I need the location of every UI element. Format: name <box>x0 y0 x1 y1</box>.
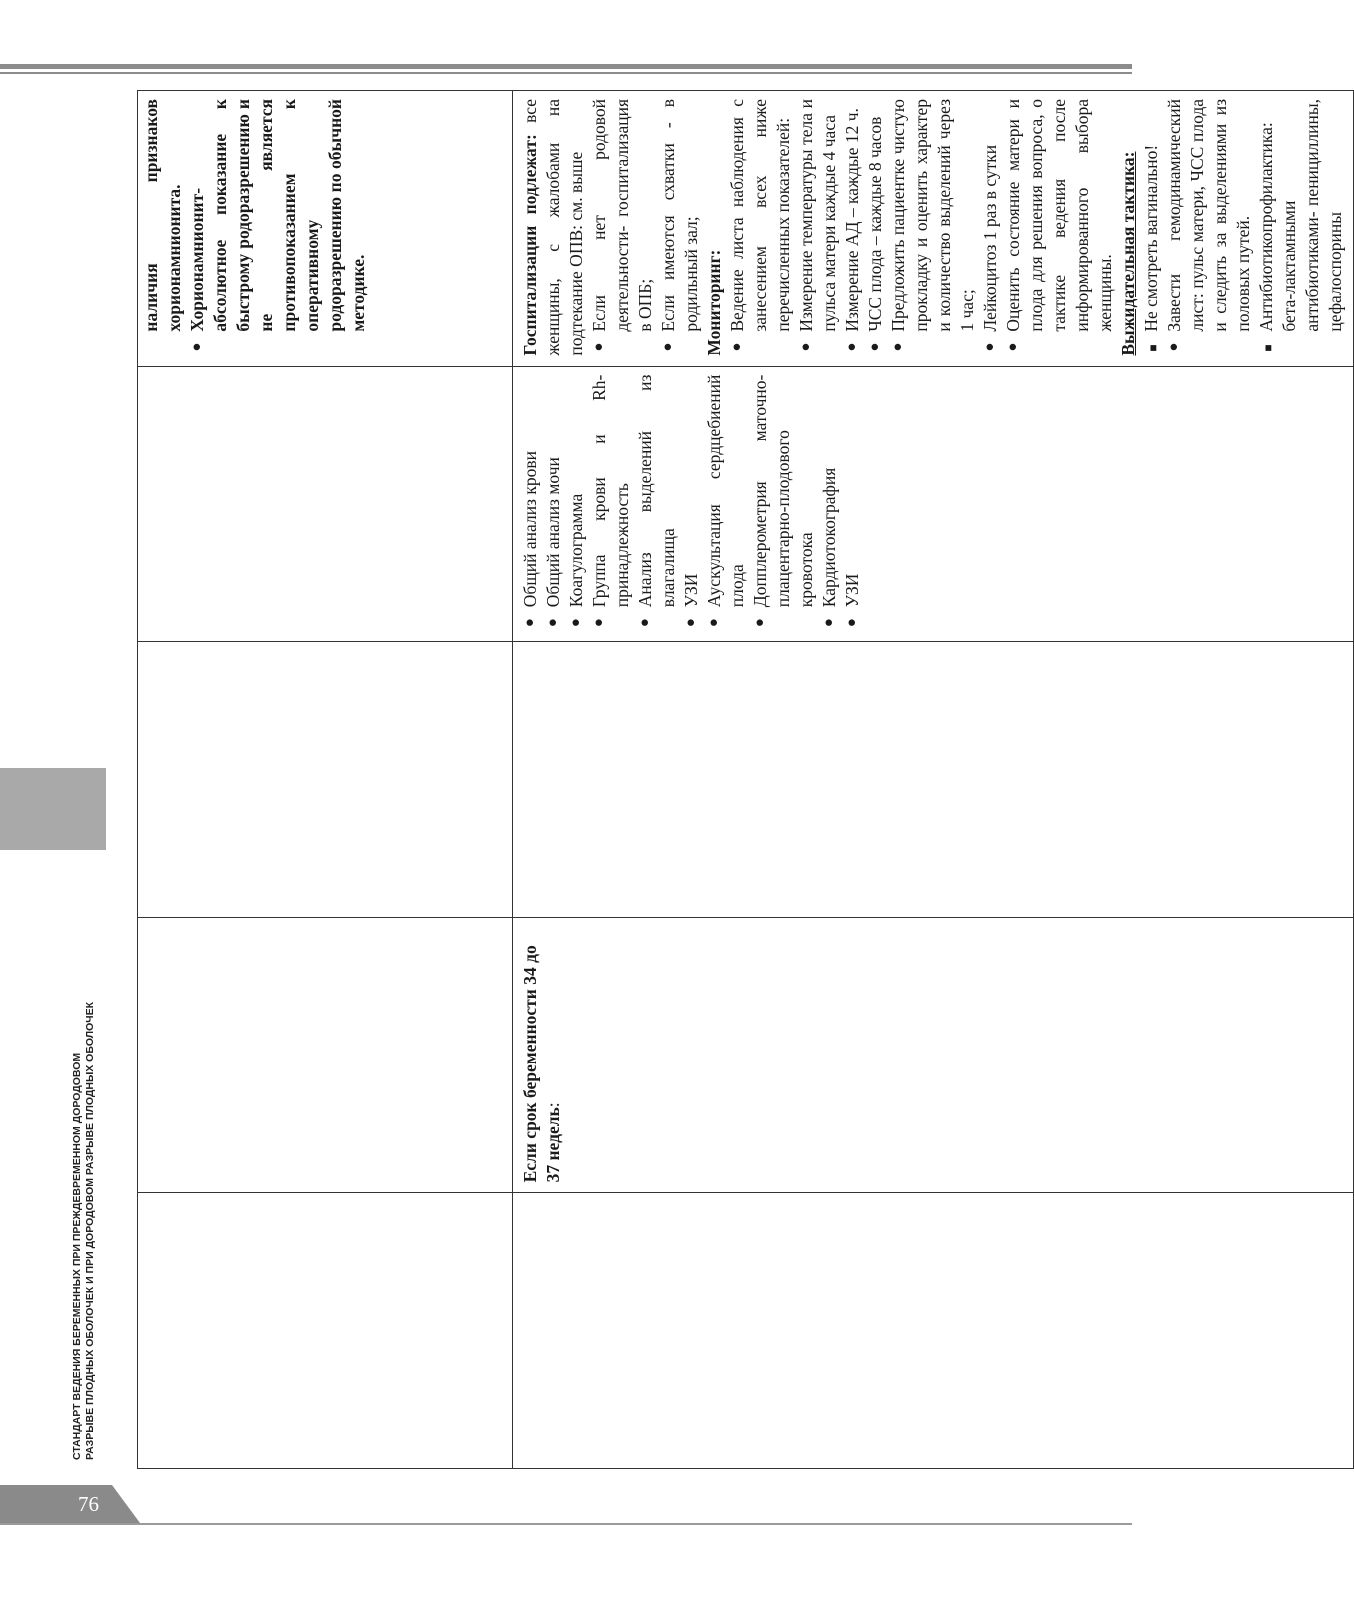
page-number-tab <box>0 1485 140 1523</box>
list-item-text: Предложить пациентке чистую прокладку и оценить характер и количество выделений через 1 час; <box>888 99 977 332</box>
page-number: 76 <box>78 1492 99 1516</box>
row2-col1 <box>513 1193 1354 1469</box>
row1-col1 <box>138 1193 513 1469</box>
list-item <box>1163 99 1255 356</box>
condition-text: Если срок беременности 34 до 37 недель <box>520 945 563 1183</box>
table-row-2 <box>513 91 1354 1469</box>
list-item-text: Если имеются схватки - в родильный зал; <box>658 99 701 332</box>
list-item <box>749 375 818 632</box>
list-item-text: УЗИ <box>681 573 701 608</box>
list-item <box>634 375 680 632</box>
list-item-text: Измерение АД – каждые 12 ч. <box>842 108 862 332</box>
row2-col3 <box>513 642 1354 918</box>
bullet-icon: ● <box>821 618 837 628</box>
protocol-table <box>137 90 1354 1469</box>
list-item <box>841 99 864 356</box>
list-item <box>588 99 657 356</box>
rotated-table-wrapper <box>137 90 1345 1469</box>
list-item-text: Измерение температуры тела и пульса матери каждые 4 часа <box>796 99 839 332</box>
list-item <box>1002 99 1117 356</box>
list-item-text: Группа крови и Rh-принадлежность <box>589 374 632 608</box>
list-item <box>186 99 370 356</box>
list-item <box>1255 99 1347 356</box>
bullet-icon: ● <box>591 342 607 352</box>
list-item <box>657 99 703 356</box>
list-item-text: Анализ выделений из влагалища <box>635 374 678 608</box>
monitoring-title: Мониторинг: <box>704 249 724 356</box>
bullet-icon: ● <box>706 618 722 628</box>
top-rule-thin <box>0 72 1132 74</box>
bullet-icon: ● <box>189 342 205 352</box>
list-item <box>818 375 841 632</box>
row2-col2 <box>513 917 1354 1193</box>
list-item <box>703 375 749 632</box>
list-item <box>726 99 795 356</box>
list-item-text: Антибиотикопрофилактика: бета-лактамными антибиотиками- пенициллины, цефалоспорины <box>1256 99 1345 332</box>
row1-col2 <box>138 917 513 1193</box>
list-item <box>565 375 588 632</box>
bullet-icon: ● <box>890 342 906 352</box>
monitoring-list <box>726 99 1117 356</box>
bullet-icon: ● <box>1166 342 1182 352</box>
list-item <box>979 99 1002 356</box>
bullet-icon: ● <box>844 342 860 352</box>
bullet-icon: ● <box>637 618 653 628</box>
list-item-text: Аускультация сердцебиений плода <box>704 374 747 608</box>
list-item-text: Кардиотокография <box>819 467 839 608</box>
condition-tail: : <box>543 1102 563 1108</box>
chorio-item: Хорионамнионит- абсолютное показание к быстрому родоразрешению и не является противопоказанием к оперативному родоразрешению по обычной методике. <box>187 99 368 332</box>
bullet-icon: ● <box>545 618 561 628</box>
actions-cell <box>513 91 1353 366</box>
row1-col5 <box>138 91 513 367</box>
list-item-text: Не смотреть вагинально! <box>1141 144 1161 332</box>
list-item-text: УЗИ <box>842 573 862 608</box>
tactics-list <box>1140 99 1347 356</box>
list-item-text: Допплерометрия маточно-плацентарно-плодового кровотока <box>750 374 816 608</box>
chorio-line: наличия признаков хорионамнионита. <box>141 99 184 332</box>
bullet-icon: ● <box>729 342 745 352</box>
list-item <box>887 99 979 356</box>
bottom-rule <box>0 1523 1132 1525</box>
square-bullet-icon: ■ <box>1261 344 1275 352</box>
bullet-icon: ● <box>867 342 883 352</box>
bullet-icon: ● <box>568 618 584 628</box>
list-item <box>588 375 634 632</box>
row2-col4 <box>513 366 1354 642</box>
bullet-icon: ● <box>752 618 768 628</box>
list-item <box>519 375 542 632</box>
bullet-icon: ● <box>522 618 538 628</box>
hosp-list <box>588 99 703 356</box>
list-item-text: ЧСС плода – каждые 8 часов <box>865 116 885 332</box>
list-item <box>795 99 841 356</box>
list-item <box>841 375 864 632</box>
bullet-icon: ● <box>683 618 699 628</box>
hosp-paragraph <box>519 99 588 356</box>
list-item-text: Коагулограмма <box>566 493 586 608</box>
list-item-text: Общий анализ мочи <box>543 457 563 608</box>
list-item <box>542 375 565 632</box>
top-rule <box>0 64 1132 69</box>
row1-col4 <box>138 366 513 642</box>
list-item <box>864 99 887 356</box>
exams-cell <box>513 367 870 642</box>
tactics-title: Выжидательная тактика: <box>1118 151 1138 356</box>
list-item <box>680 375 703 632</box>
bullet-icon: ● <box>982 342 998 352</box>
bullet-icon: ● <box>591 618 607 628</box>
side-tab-block <box>0 768 106 848</box>
table-row-1 <box>138 91 513 1469</box>
side-tab-line <box>0 848 106 850</box>
row2-col5 <box>513 91 1354 367</box>
chorio-list <box>186 99 370 356</box>
hosp-text: все женщины, с жалобами на подтекание ОПВ: см. выше <box>520 99 586 356</box>
running-head <box>71 900 97 1460</box>
list-item-text: Оценить состояние матери и плода для решения вопроса, о тактике ведения после информированного выбора женщины. <box>1003 99 1115 332</box>
list-item-text: Завести гемодинамический лист: пульс матери, ЧСС плода и следить за выделениями из половых путей. <box>1164 99 1253 332</box>
row1-col3 <box>138 642 513 918</box>
list-item <box>1140 99 1163 356</box>
row1-text <box>138 91 376 366</box>
hosp-title: Госпитализации подлежат: <box>520 134 540 356</box>
list-item-text: Лейкоцитоз 1 раз в сутки <box>980 144 1000 332</box>
running-head-line2: РАЗРЫВЕ ПЛОДНЫХ ОБОЛОЧЕК И ПРИ ДОРОДОВОМ РАЗРЫВЕ ПЛОДНЫХ ОБОЛОЧЕК <box>84 1001 96 1460</box>
bullet-icon: ● <box>1005 342 1021 352</box>
list-item-text: Общий анализ крови <box>520 451 540 608</box>
bullet-icon: ● <box>798 342 814 352</box>
running-head-line1: СТАНДАРТ ВЕДЕНИЯ БЕРЕМЕННЫХ ПРИ ПРЕЖДЕВРЕМЕННОМ ДОРОДОВОМ <box>71 1052 83 1460</box>
condition-cell <box>513 918 571 1193</box>
bullet-icon: ● <box>844 618 860 628</box>
list-item-text: Ведение листа наблюдения с занесением всех ниже перечисленных показателей: <box>727 99 793 332</box>
bullet-icon: ● <box>660 342 676 352</box>
square-bullet-icon: ■ <box>1146 344 1160 352</box>
list-item-text: Если нет родовой деятельности- госпитализация в ОПБ; <box>589 99 655 332</box>
exams-list <box>519 375 864 632</box>
